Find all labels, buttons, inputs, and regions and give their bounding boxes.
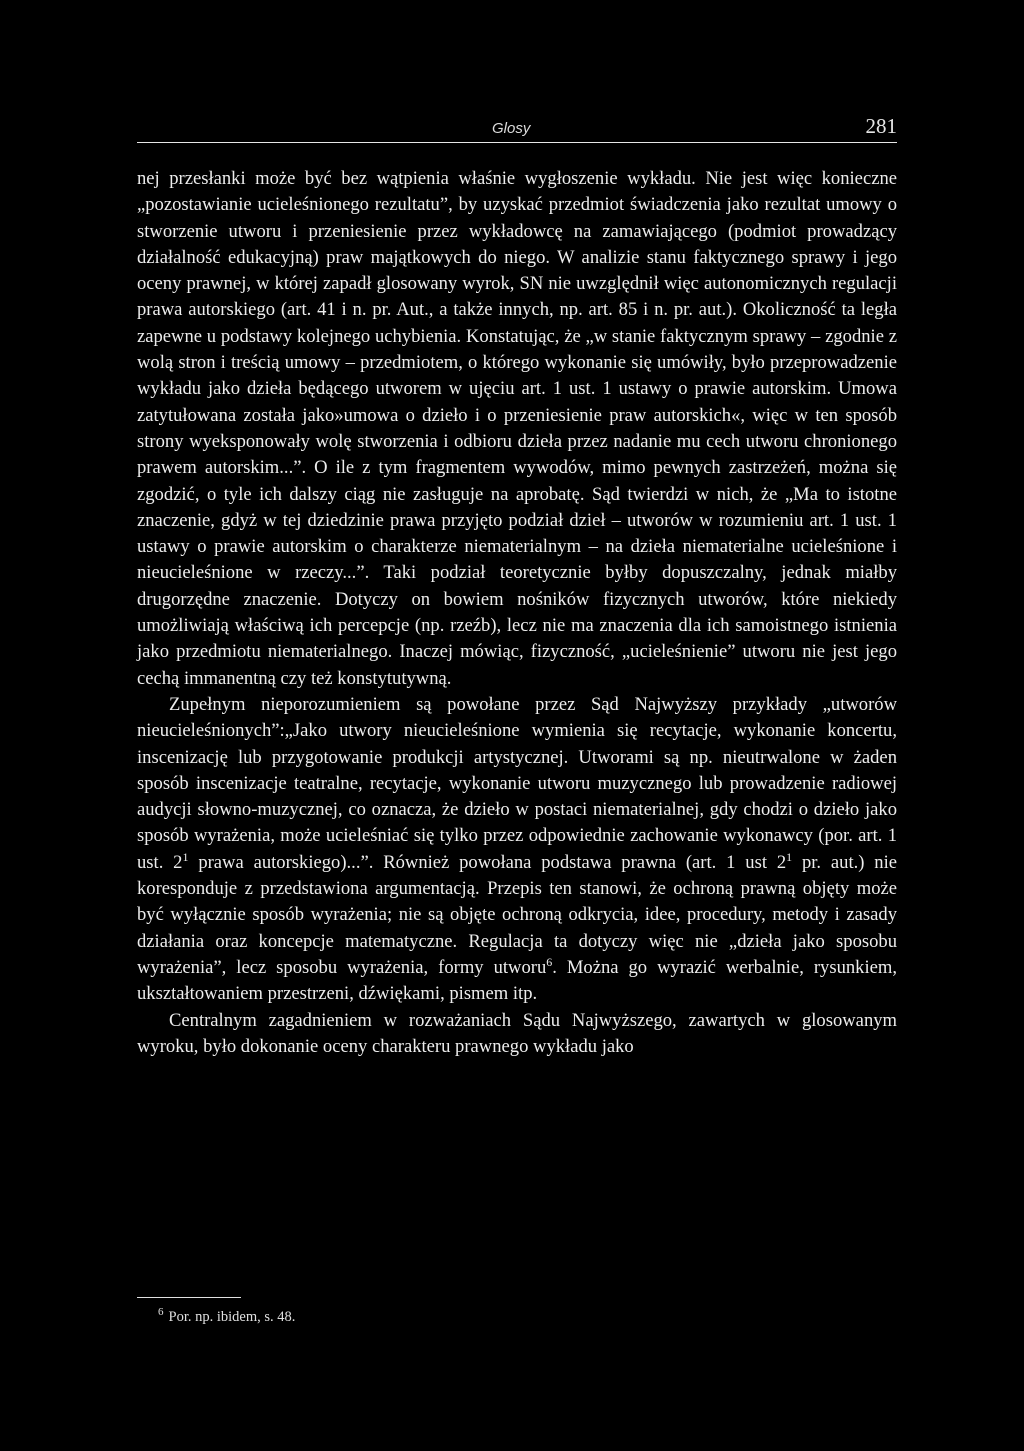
footnote-number: 6 <box>158 1306 164 1318</box>
page-header <box>137 112 897 143</box>
footnote-reference: 1 <box>786 849 793 864</box>
paragraph <box>137 1008 897 1061</box>
page-number: 281 <box>865 114 897 138</box>
paragraph <box>137 166 897 692</box>
footnote-text: Por. np. ibidem, s. 48. <box>168 1309 296 1325</box>
text-run: prawa autorskiego)...”. Również powołana podstawa prawna (art. 1 ust 2 <box>188 851 787 873</box>
text-run: Zupełnym nieporozumieniem są powołane przez Sąd Najwyższy przykłady „utworów nieucieleśnionych”:„Jako utwory nieucieleśnione wymienia się recytacje, wykonanie koncertu, inscenizację lub przygotowanie produkcji artystycznej. Utworami są np. nieutrwalone w żaden sposób inscenizacje teatralne, recytacje, wykonanie utworu muzycznego lub prowadzenie radiowej audycji słowno-muzycznej, co oznacza, że dzieło w postaci niematerialnej, gdy chodzi o dzieło jako sposób wyrażenia, może ucieleśniać się tylko przez odpowiednie zachowanie wykonawcy (por. art. 1 ust. 2 <box>137 693 897 873</box>
footnote <box>158 1306 296 1326</box>
paragraph <box>137 692 897 1008</box>
body-text <box>137 166 897 1060</box>
footnote-reference: 1 <box>182 849 189 864</box>
footnote-reference: 6 <box>546 954 553 969</box>
text-run: . Można go wyrazić werbalnie, rysunkiem, ukształtowaniem przestrzeni, dźwiękami, pismem itp. <box>137 956 897 1005</box>
text-run: pr. aut.) nie koresponduje z przedstawiona argumentacją. Przepis ten stanowi, że ochroną prawną objęty może być wyłącznie sposób wyrażenia; nie są objęte ochroną odkrycia, idee, procedury, metody i zasady działania oraz koncepcje matematyczne. Regulacja ta dotyczy więc nie „dzieła jako sposobu wyrażenia”, lecz sposobu wyrażenia, formy utworu <box>137 851 898 978</box>
footnote-separator <box>137 1297 241 1298</box>
text-run: Centralnym zagadnieniem w rozważaniach Sądu Najwyższego, zawartych w glosowanym wyroku, było dokonanie oceny charakteru prawnego wykładu jako <box>137 1009 897 1057</box>
text-run: nej przesłanki może być bez wątpienia właśnie wygłoszenie wykładu. Nie jest więc konieczne „pozostawianie ucieleśnionego rezultatu”, by uzyskać przedmiot świadczenia jako rezultat umowy o stworzenie utworu i przeniesienie przez wykładowcę na zamawiającego (podmiot prowadzący działalność edukacyjną) praw majątkowych do niego. W analizie stanu faktycznego sprawy i jego oceny prawnej, w której zapadł glosowany wyrok, SN nie uwzględnił więc autonomicznych regulacji prawa autorskiego (art. 41 i n. pr. Aut., a także innych, np. art. 85 i n. pr. aut.). Okoliczność ta legła zapewne u podstawy kolejnego uchybienia. Konstatując, że „w stanie faktycznym sprawy – zgodnie z wolą stron i treścią umowy – przedmiotem, o którego wykonanie się umówiły, było przeprowadzenie wykładu jako dzieła będącego utworem w ujęciu art. 1 ust. 1 ustawy o prawie autorskim. Umowa zatytułowana została jako»umowa o dzieło i o przeniesienie praw autorskich«, więc w ten sposób strony wyeksponowały wolę stworzenia i odbioru dzieła przez nadanie mu cech utworu chronionego prawem autorskim...”. O ile z tym fragmentem wywodów, mimo pewnych zastrzeżeń, można się zgodzić, o tyle ich dalszy ciąg nie zasługuje na aprobatę. Sąd twierdzi w nich, że „Ma to istotne znaczenie, gdyż w tej dziedzinie prawa przyjęto podział dzieł – utworów w rozumieniu art. 1 ust. 1 ustawy o prawie autorskim o charakterze niematerialnym – na dzieła niematerialne ucieleśnione i nieucieleśnione w rzeczy...”. Taki podział teoretycznie byłby dopuszczalny, jednak miałby drugorzędne znaczenie. Dotyczy on bowiem nośników fizycznych utworów, które niekiedy umożliwiają właściwą ich percepcje (np. rzeźb), lecz nie ma znaczenia dla ich samoistnego istnienia jako przedmiotu niematerialnego. Inaczej mówiąc, fizyczność, „ucieleśnienie” utworu nie jest jego cechą immanentną czy też konstytutywną. <box>137 168 897 689</box>
running-title: Glosy <box>492 120 531 137</box>
